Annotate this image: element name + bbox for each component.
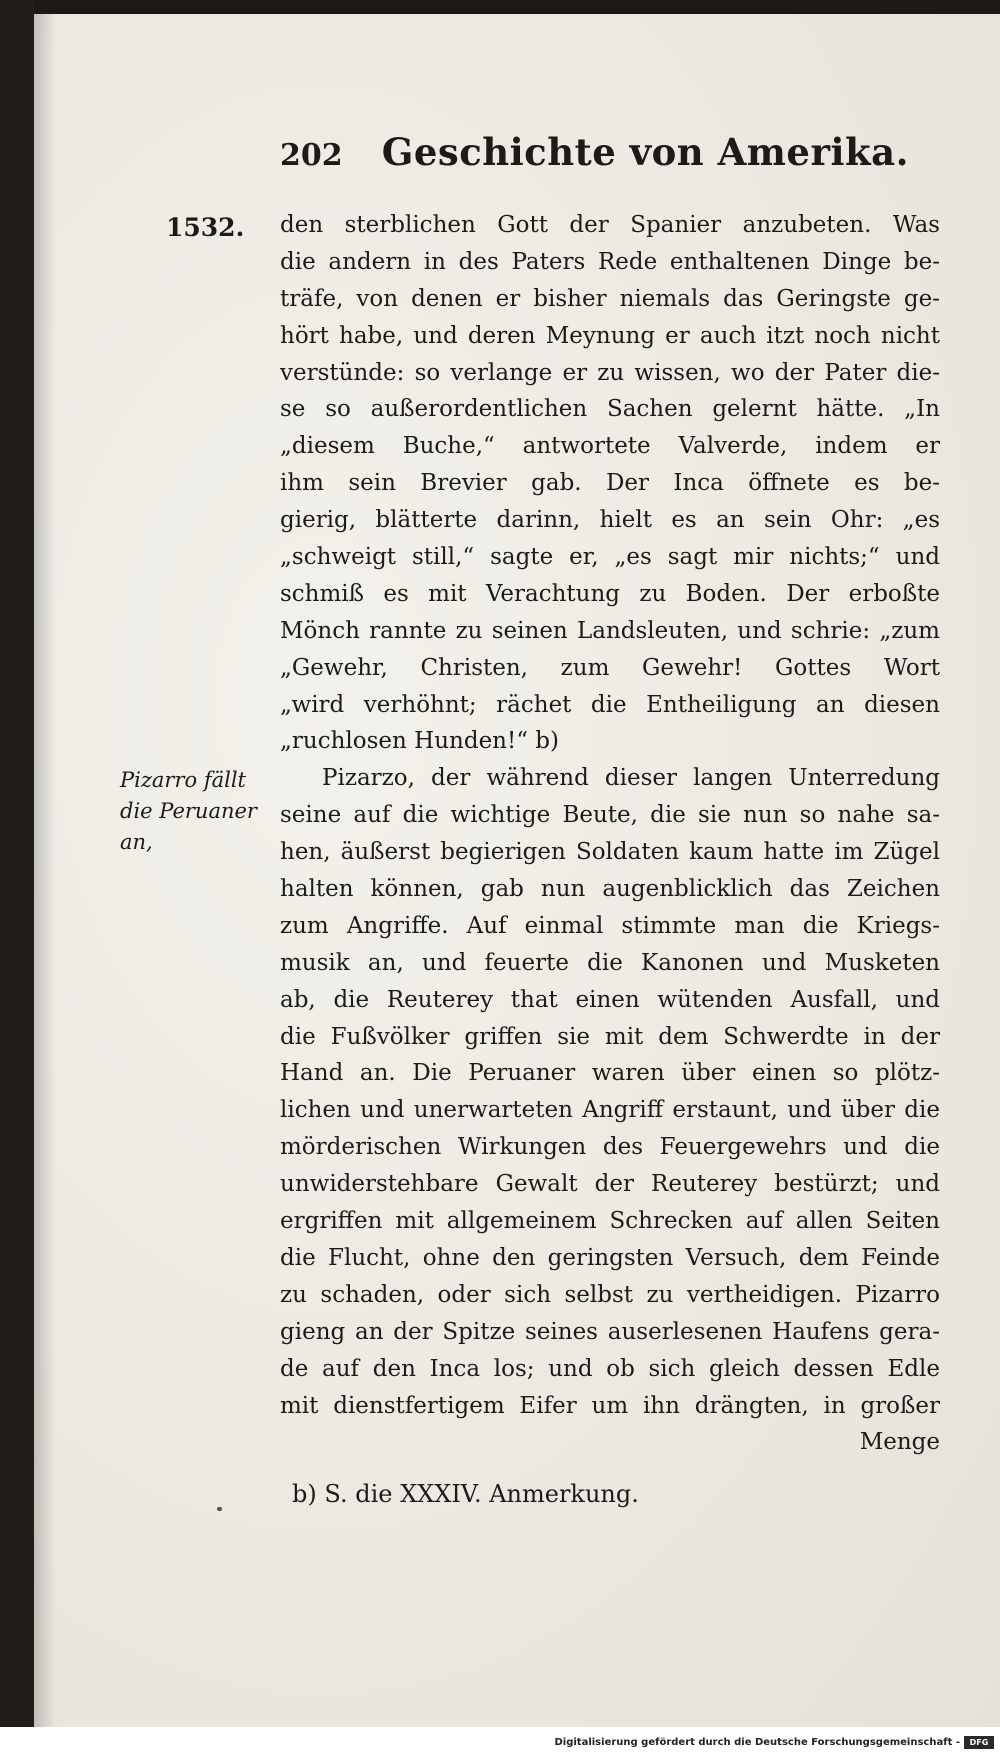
body-line: „diesem Buche,“ antwortete Valverde, indem er	[280, 433, 940, 460]
margin-year: 1532.	[166, 213, 245, 242]
body-line: ihm sein Brevier gab. Der Inca öffnete es be-	[280, 470, 940, 497]
body-line: gierig, blätterte darinn, hielt es an sein Ohr: „es	[280, 507, 940, 534]
body-line: „ruchlosen Hunden!“ b)	[280, 728, 559, 755]
catchword: Menge	[859, 1429, 940, 1456]
page-number: 202	[280, 138, 343, 173]
scan-top-border	[0, 0, 1000, 14]
body-line: ab, die Reuterey that einen wütenden Ausfall, und	[280, 986, 940, 1013]
body-line: halten können, gab nun augenblicklich das Zeichen	[280, 876, 940, 903]
body-line: die andern in des Paters Rede enthaltenen Dinge be-	[280, 248, 940, 275]
body-line: „Gewehr, Christen, zum Gewehr! Gottes Wort	[280, 654, 940, 681]
body-line: de auf den Inca los; und ob sich gleich dessen Edle	[280, 1355, 940, 1382]
footnote: b) S. die XXXIV. Anmerkung.	[292, 1480, 639, 1508]
body-line: „wird verhöhnt; rächet die Entheiligung an diesen	[280, 691, 940, 718]
scan-left-border	[0, 0, 34, 1727]
body-line: die Fußvölker griffen sie mit dem Schwerdte in der	[280, 1023, 940, 1050]
body-line: zum Angriffe. Auf einmal stimmte man die Kriegs-	[280, 912, 940, 939]
margin-note-line: die Peruaner	[120, 799, 257, 823]
body-line: den sterblichen Gott der Spanier anzubeten. Was	[280, 212, 940, 238]
page-title: Geschichte von Amerika.	[381, 130, 910, 174]
body-line: seine auf die wichtige Beute, die sie nun so nahe sa-	[280, 802, 940, 829]
body-line: lichen und unerwarteten Angriff erstaunt, und über die	[280, 1097, 940, 1124]
body-line: Hand an. Die Peruaner waren über einen so plötz-	[280, 1060, 940, 1087]
body-line: Mönch rannte zu seinen Landsleuten, und schrie: „zum	[280, 617, 940, 644]
body-line: unwiderstehbare Gewalt der Reuterey bestürzt; und	[280, 1171, 940, 1198]
body-line: schmiß es mit Verachtung zu Boden. Der erboßte	[280, 580, 940, 607]
body-line: se so außerordentlichen Sachen gelernt hätte. „In	[280, 396, 940, 423]
running-head	[280, 130, 909, 174]
body-line: die Flucht, ohne den geringsten Versuch, dem Feinde	[280, 1244, 940, 1271]
dfg-logo: DFG	[964, 1736, 994, 1749]
margin-note-line: an,	[120, 830, 153, 854]
body-line: musik an, und feuerte die Kanonen und Musketen	[280, 949, 940, 976]
body-line: hört habe, und deren Meynung er auch itzt noch nicht	[280, 322, 940, 349]
margin-note	[120, 765, 280, 858]
margin-note-line: Pizarro fällt	[120, 768, 246, 792]
body-line: zu schaden, oder sich selbst zu vertheidigen. Pizarro	[280, 1281, 940, 1308]
digitization-credit: Digitalisierung gefördert durch die Deutsche Forschungsgemeinschaft -	[554, 1737, 960, 1748]
body-line: gieng an der Spitze seines auserlesenen Haufens gera-	[280, 1318, 940, 1345]
body-line: mit dienstfertigem Eifer um ihn drängten, in großer	[280, 1392, 940, 1419]
body-line: verstünde: so verlange er zu wissen, wo der Pater die-	[280, 359, 940, 386]
body-line: hen, äußerst begierigen Soldaten kaum hatte im Zügel	[280, 839, 940, 866]
body-text	[280, 207, 940, 1461]
body-line: „schweigt still,“ sagte er, „es sagt mir nichts;“ und	[280, 544, 940, 571]
ink-speck	[217, 1507, 222, 1511]
body-line-paragraph-start: Pizarzo, der während dieser langen Unterredung	[322, 765, 940, 792]
gutter-shadow	[34, 14, 56, 1727]
body-line: mörderischen Wirkungen des Feuergewehrs und die	[280, 1134, 940, 1161]
body-line: ergriffen mit allgemeinem Schrecken auf allen Seiten	[280, 1208, 940, 1235]
body-line: träfe, von denen er bisher niemals das Geringste ge-	[280, 285, 940, 312]
